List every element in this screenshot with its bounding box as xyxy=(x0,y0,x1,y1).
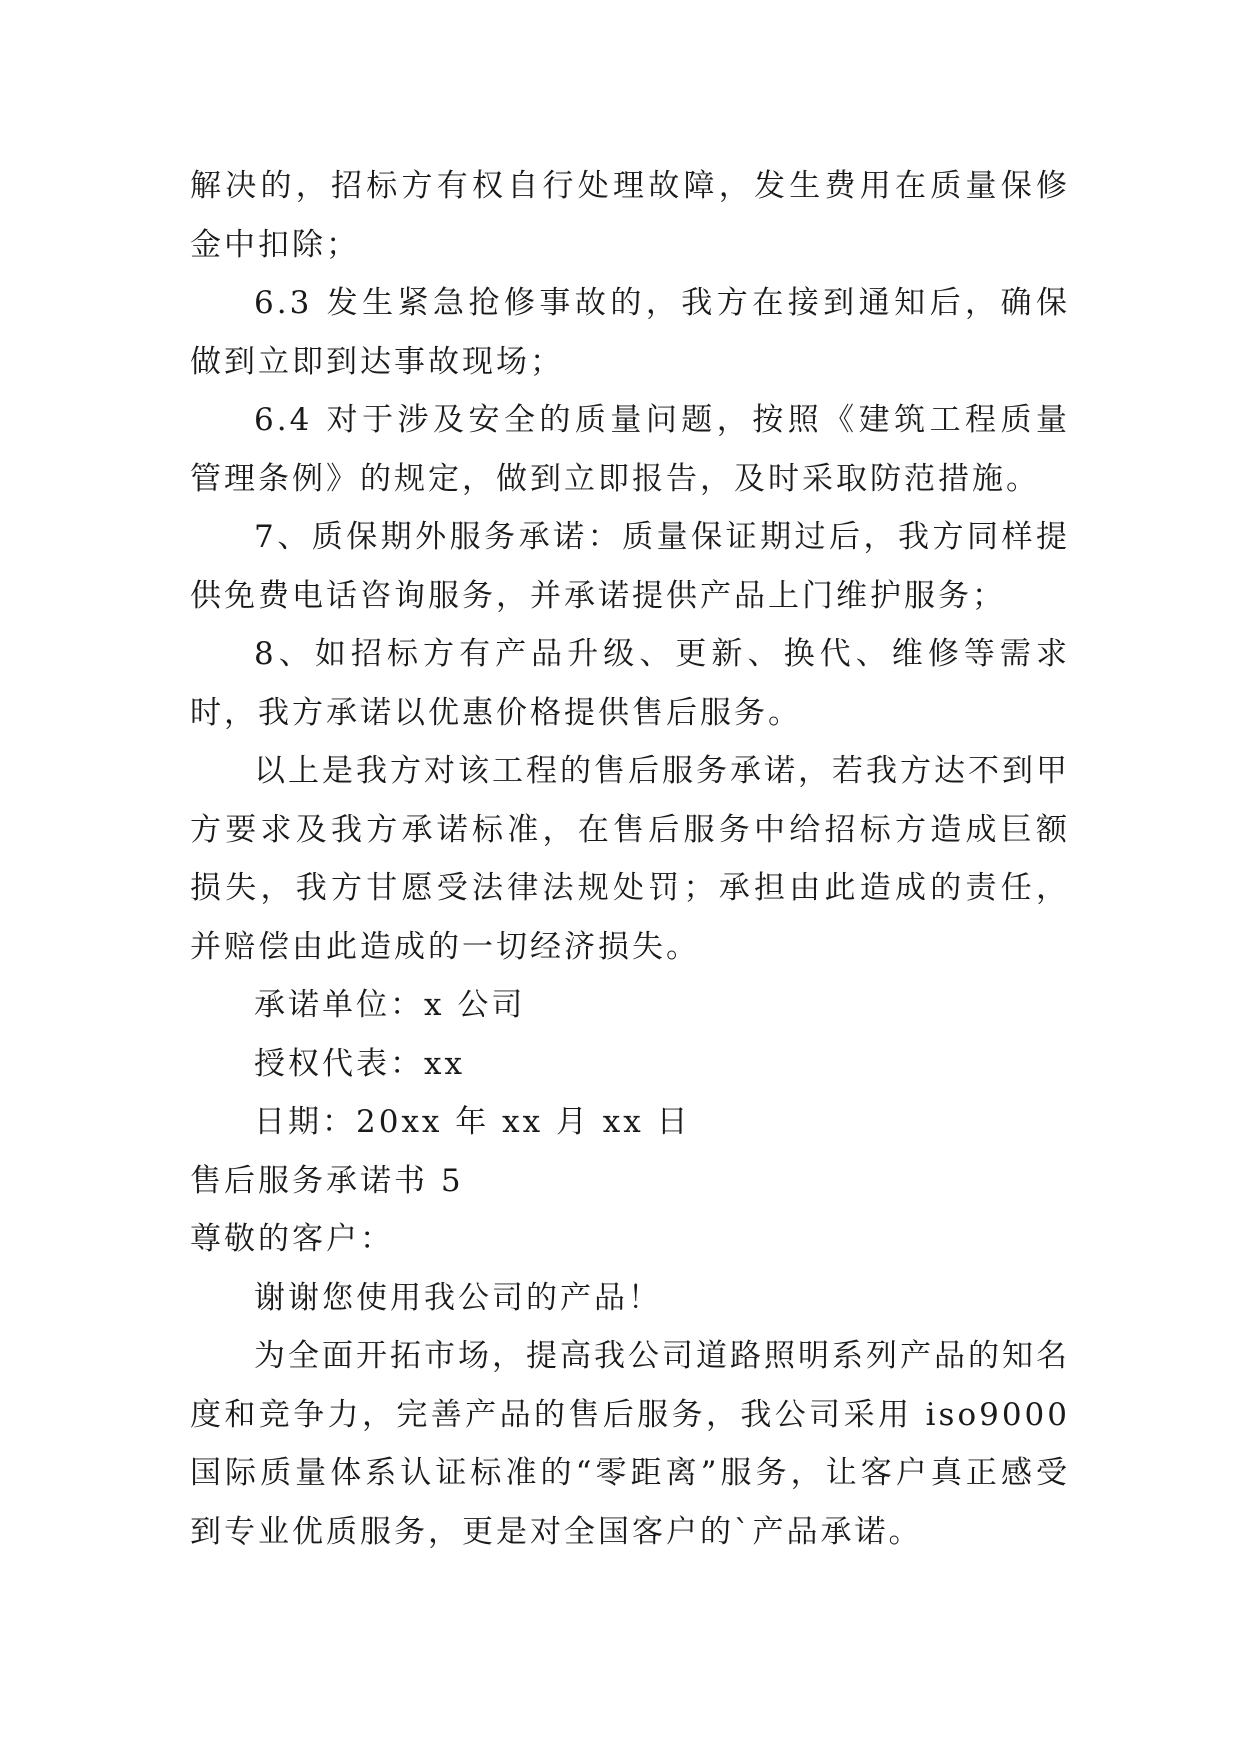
signature-representative: 授权代表：xx xyxy=(254,1045,465,1082)
paragraph-intro: 为全面开拓市场，提高我公司道路照明系列产品的知名度和竞争力，完善产品的售后服务，我公司采用 iso9000 国际质量体系认证标准的“零距离”服务，让客户真正感受到专业优质服务，更是对全国客户的`产品承诺。 xyxy=(190,1338,1070,1550)
paragraph-6-3: 6.3 发生紧急抢修事故的，我方在接到通知后，确保做到立即到达事故现场； xyxy=(190,285,1070,380)
paragraph-7: 7、质保期外服务承诺：质量保证期过后，我方同样提供免费电话咨询服务，并承诺提供产品上门维护服务； xyxy=(190,519,1070,614)
paragraph-8: 8、如招标方有产品升级、更新、换代、维修等需求时，我方承诺以优惠价格提供售后服务。 xyxy=(190,636,1070,731)
paragraph-thanks: 谢谢您使用我公司的产品！ xyxy=(254,1279,662,1316)
section-title: 售后服务承诺书 5 xyxy=(190,1162,464,1199)
signature-date: 日期：20xx 年 xx 月 xx 日 xyxy=(254,1104,691,1140)
paragraph-continuation: 解决的，招标方有权自行处理故障，发生费用在质量保修金中扣除； xyxy=(190,168,1070,263)
paragraph-6-4: 6.4 对于涉及安全的质量问题，按照《建筑工程质量管理条例》的规定，做到立即报告，及时采取防范措施。 xyxy=(190,402,1070,497)
paragraph-summary: 以上是我方对该工程的售后服务承诺，若我方达不到甲方要求及我方承诺标准，在售后服务中给招标方造成巨额损失，我方甘愿受法律法规处罚；承担由此造成的责任，并赔偿由此造成的一切经济损失。 xyxy=(190,753,1070,965)
salutation: 尊敬的客户： xyxy=(190,1221,394,1257)
signature-unit: 承诺单位：x 公司 xyxy=(254,987,526,1023)
document-body xyxy=(190,157,1070,1561)
